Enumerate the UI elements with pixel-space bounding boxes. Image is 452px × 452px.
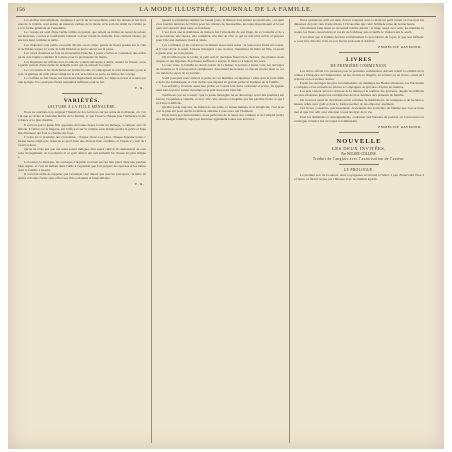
section-paragraph: Il est bon que la jeune fille apprenne de bonne heure à tenir un ménage, à compter avec méthode, à veiller sur la lingerie, sur l'office et sur la cuisine, sans jamais perdre la grâce et l'égalité d'humeur qui font le charme du foyer. [18,122,146,135]
article-paragraph: Le soir venu, la famille se réunit autour de la lampe; la lecture à haute voix, les ouvrages de broderie et la conversation remplissent doucement les heures, et chacun trouve dans ce cercle intime le repos de sa journée. [156,63,284,76]
section-paragraph: Les livres offerts à la jeunesse pour la première communion doivent réunir la solidité de la reliure à l'élégance de l'impression; on les choisit en chagrin, en velours ou en ivoire, ornés de fermoirs et de tranches dorées. [294,68,424,81]
section-divider [339,164,379,165]
section-paragraph: Qu'on ne croie pas que ces soins soient indignes d'un esprit cultivé; ils demandent au contraire du jugement, de la patience et ce goût délicat qui sait embellir les choses les plus simples. [18,147,146,160]
column-2 [156,19,284,443]
article-paragraph: Les étoffes nouvellement, destinées à servir de recouvrement, entre les dessus et les bordures de la toilette, sont autant de nuances variées de la mode, et le soin du détail ne s'arrête pas à la forme générale de l'ensemble. [18,19,146,30]
livres-section [294,57,424,129]
article-paragraph: Voilà pourquoi nous aimons à parler de ces humbles occupations : elles sont le fond même de la vie domestique, et c'est d'elles que dépend en grande partie le bonheur de la famille. [156,75,284,84]
section-signature: EMMELINE RAYMOND. [378,124,422,129]
newspaper-page [8,3,444,449]
nouvelle-title: NOUVELLE [336,137,382,145]
nouvelle-note: Traduit de l'anglais avec l'autorisation de l'auteur. [312,156,406,161]
section-paragraph: Nous ne saurions trop engager l'intérêt de nos lectrices sur les soins de la maison, car c'est là que se révèle le véritable mérite de la femme, et que s'exerce chaque jour l'influence la plus douce et la plus durable. [18,110,146,123]
column-separator [289,19,290,443]
nouvelle-author: Par WILKIE COLLINS. [341,151,377,156]
fashion-article [18,19,146,90]
section-paragraph: Les prix varient selon la richesse de la reliure et le nombre des gravures, depuis les éditions les plus modestes jusqu'aux exemplaires de luxe destinés aux présents de famille. [294,89,424,98]
article-paragraph: Les robes d'enfants se font en mousseline blanche, à jupes courtes et volantées; une écharpe de soie légère complète la toilette pour la promenade du matin. [18,51,146,60]
section-paragraph: Ces livres, conservés précieusement, deviennent des souvenirs de famille que l'on se transmet et que l'on relit avec émotion à tous les âges de la vie. [294,106,424,115]
section-divider [339,52,379,53]
section-paragraph: La lecture, la musique, les ouvrages d'aiguille trouvent encore leur place dans une journée bien réglée, et c'est en mêlant ainsi l'utile à l'agréable que l'on prépare les épouses et les mères dont la famille a besoin. [18,159,146,172]
article-paragraph: Le col rabattu et les manchettes de batiste brodée accompagnent la robe montante; pour le soir, la guimpe de tulle plissé remplace le col, et le bijou se porte au milieu du corsage. [18,67,146,76]
section-paragraph: Parmi les ouvrages les plus recommandés, on distingue les Heures illustrées, les Paroissiens complets et les recueils de prières accompagnés de gravures d'après les maîtres. [294,81,424,90]
section-paragraph: L'ordre est la première des économies : chaque chose à sa place, chaque dépense notée, chaque heure employée. Rien ne se perd dans une maison bien conduite, et l'aisance y naît de la prévoyance. [18,134,146,147]
varietes-section [18,98,146,186]
running-title: LA MODE ILLUSTRÉE, JOURNAL DE LA FAMILLE. [139,6,313,13]
column-3 [294,19,424,443]
article-paragraph: C'est alors que la maîtresse de maison fait l'inventaire de son linge, de sa vaisselle et de ses provisions; elle répare, elle complète, elle met de côté ce qui ne doit plus servir, et prépare pour l'été une demeure claire et aérée. [156,30,284,43]
section-paragraph: On trouvera aussi de charmants petits volumes de méditations, de cantiques et de lectures pieuses, reliés avec goût et dont le format permet de les emporter aisément. [294,97,424,106]
section-subtitle: LECTURE A LA FILLE MÉNAGÈRE. [47,105,117,110]
article-paragraph: Le corsage est orné d'une berthe taillée en pointe, que retient au milieu un nœud de ruban; les manches, courtes et bouffantes, laissent voir un volant de dentelle. Une ceinture étroite, posée très haut, termine la taille. [18,30,146,43]
article-paragraph: Quand le printemps ramène les beaux jours, la maison tout entière se renouvelle : on quitte les lourdes tentures de l'hiver pour les rideaux de mousseline, les tapis disparaissent et le parquet ciré reparaît dans toute sa fraîcheur. [156,19,284,30]
section-paragraph: Pour les demandes et renseignements, s'adresser aux bureaux du journal, où l'on trouvera le catalogue complet des ouvrages recommandés. [294,114,424,123]
article-paragraph: Dans notre prochain numéro, nous parlerons de la tenue des comptes et de l'emploi judicieux du budget familial, sujet qui intéresse également toutes nos lectrices. [156,113,284,122]
article-paragraph: Les chapeaux sont petits, en paille d'Italie ou en crêpe, garnis de fleurs posées sur le côté et de brides larges; le voile de tulle illusion se porte relevé sur la passe. [18,42,146,51]
article-paragraph: Terminons par un conseil : que la jeune ménagère ne se décourage point des premiers embarras; l'expérience viendra, et avec elle cette aisance tranquille qui fait paraître facile ce qui fut d'abord difficile. [156,92,284,105]
article-paragraph: La coiffure se fait basse, les bandeaux légèrement ondulés, le chignon tressé et retenu par une épingle d'or; quelques fleurs naturelles suffisent pour le bal. [18,76,146,85]
article-paragraph: Les mantelets de taffetas noir, bordés de volants découpés à dents, restent en faveur; on les garnit parfois d'une ruche de dentelle noire qui en adoucit la coupe. [18,59,146,68]
article-paragraph: Qu'elle garde toujours, au milieu de ses soins, la bonne humeur et la simplicité; c'est le secret le plus sûr pour rendre la maison aimable à tous ceux qui l'habitent. [156,105,284,113]
section-title: VARIÉTÉS. [63,98,101,105]
article-signature: EMMELINE RAYMOND. [378,44,422,49]
column-separator [151,19,152,443]
article-paragraph: Nous ajouterons qu'il est utile d'avoir toujours sous la main un petit carnet où l'on note les dépenses du jour; rien n'aide mieux à l'économie que cette habitude prise de bonne heure. [294,19,424,26]
page-number: 156 [16,7,26,13]
article-paragraph: Les confitures et les conserves réclament aussi leurs soins : la saison des fruits est courte, et il faut savoir la saisir. Chaque ménagère a ses recettes, transmises de mère en fille, et qu'elle garde avec un soin jaloux. [156,42,284,55]
nouvelle-subtitle: LES DEUX INVITÉES, [331,145,387,151]
section-subtitle: DE PREMIÈRE COMMUNION. [330,63,388,68]
article-paragraph: Les enfants y trouvent aussi leur profit; en voyant leur mère ordonnée et active, ils apprennent sans leçon la valeur du temps et le prix du travail bien fait. [156,84,284,93]
nouvelle-paragraph: Le premier soir de la saison, deux voyageuses arrivèrent à l'hôtel, à peu d'intervalle l'une de l'autre, et furent reçues par l'hôtesse avec les mêmes égards. [294,172,424,181]
section-signature: E. R. [135,181,144,186]
nouvelle-section [294,138,424,182]
section-divider [62,93,102,94]
nouvelle-chapter: LE PROLOGUE. [343,167,375,172]
section-title: LIVRES [346,56,372,63]
section-divider [339,132,379,133]
article-paragraph: C'est ainsi que la femme devient véritablement la providence du foyer, et que son influence, pour être discrète, n'en est pas moins profonde et durable. [294,34,424,43]
article-paragraph: On n'oubliera pas le jardin, si petit soit-il; quelques fleurs bien choisies, des plantes aromatiques et des légumes de primeur suffisent à égayer la table et à réjouir les yeux. [156,55,284,64]
article-signature: E. R. [135,86,144,91]
column-1 [18,19,146,443]
section-paragraph: Il convient enfin de rappeler que l'exemple vaut mieux que tous les préceptes : la mère attentive et bonne forme sans effort une fille ordonnée et bienveillante. [18,172,146,180]
article-paragraph: Une maison bien tenue se reconnaît à mille détails : le linge rangé avec soin, les meubles luisants, les fleurs renouvelées et cet air de fraîcheur qui accueille le visiteur dès le seuil. [294,26,424,35]
header-rule [16,16,436,17]
